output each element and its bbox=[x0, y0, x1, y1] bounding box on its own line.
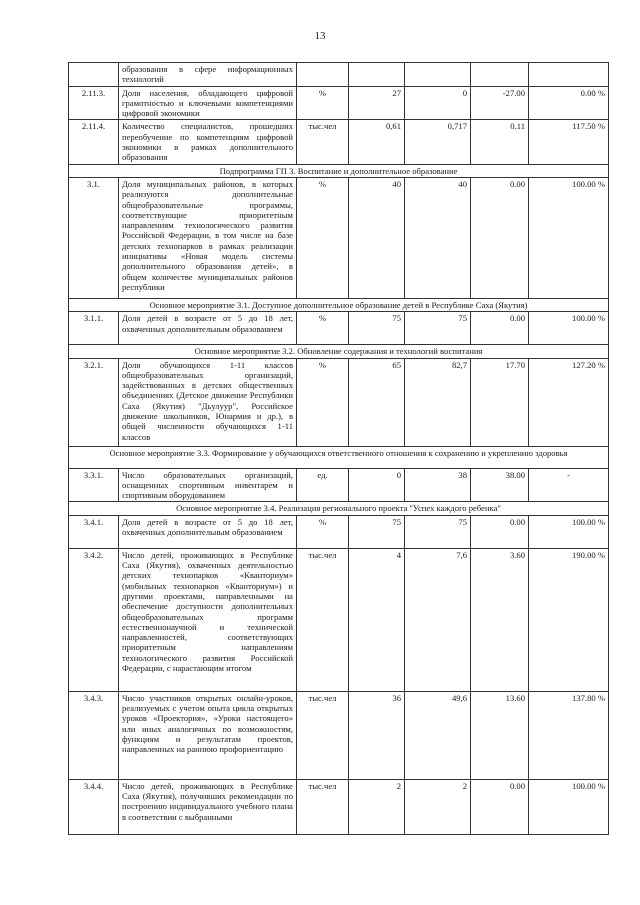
deviation-value: 0.00 bbox=[471, 779, 529, 834]
table-row bbox=[69, 86, 609, 120]
unit-of-measure: тыс.чел bbox=[297, 779, 349, 834]
indicator-code: 3.1. bbox=[69, 177, 119, 298]
table-row bbox=[69, 120, 609, 164]
actual-value: 75 bbox=[405, 312, 471, 345]
planned-value: 40 bbox=[349, 177, 405, 298]
indicator-name: Доля детей в возрасте от 5 до 18 лет, охваченных дополнительным образованием bbox=[119, 312, 297, 345]
indicator-code: 3.3.1. bbox=[69, 468, 119, 502]
deviation-value: -27.00 bbox=[471, 86, 529, 120]
page-number: 13 bbox=[314, 30, 326, 42]
achievement-percent: 0.00 % bbox=[529, 86, 609, 120]
table-row bbox=[69, 515, 609, 548]
planned-value: 65 bbox=[349, 358, 405, 446]
unit-of-measure: % bbox=[297, 177, 349, 298]
achievement-percent: 100.00 % bbox=[529, 312, 609, 345]
unit-of-measure: % bbox=[297, 358, 349, 446]
deviation-value: 13.60 bbox=[471, 691, 529, 779]
section-row bbox=[69, 502, 609, 515]
planned-value: 75 bbox=[349, 515, 405, 548]
achievement-percent: 100.00 % bbox=[529, 177, 609, 298]
achievement-percent: - bbox=[529, 468, 609, 502]
section-title: Основное мероприятие 3.3. Формирование у обучающихся ответственного отношения к сохранению и укреплению здоровья bbox=[69, 446, 609, 468]
unit-of-measure: % bbox=[297, 312, 349, 345]
planned-value: 0 bbox=[349, 468, 405, 502]
table-row bbox=[69, 548, 609, 691]
deviation-value: 0.00 bbox=[471, 177, 529, 298]
achievement-percent bbox=[529, 63, 609, 87]
indicator-name: Доля муниципальных районов, в которых реализуются дополнительные общеобразовательные программы, соответствующие приоритетным направлениям технологического развития Российской Федерации, в том числе на базе детских технопарков в рамках реализации инициативы «Новая модель системы дополнительного образования детей», в общем количестве муниципальных районов республики bbox=[119, 177, 297, 298]
indicator-name: Доля населения, обладающего цифровой грамотностью и ключевыми компетенциями цифровой экономики bbox=[119, 86, 297, 120]
indicator-code: 3.1.1. bbox=[69, 312, 119, 345]
section-row bbox=[69, 345, 609, 358]
actual-value: 82,7 bbox=[405, 358, 471, 446]
section-title: Основное мероприятие 3.4. Реализация регионального проекта "Успех каждого ребенка" bbox=[69, 502, 609, 515]
table-row bbox=[69, 691, 609, 779]
indicator-code: 3.4.4. bbox=[69, 779, 119, 834]
table-row bbox=[69, 63, 609, 87]
indicator-code: 3.2.1. bbox=[69, 358, 119, 446]
actual-value: 0 bbox=[405, 86, 471, 120]
indicator-name: Доля обучающихся 1-11 классов общеобразовательных организаций, задействованных в детских общественных объединениях (Детское движение Республики Саха (Якутия) "Дьулуур", Российское движение школьников, Юнармия и др.), в общей численности обучающихся 1-11 классов bbox=[119, 358, 297, 446]
actual-value: 40 bbox=[405, 177, 471, 298]
planned-value: 36 bbox=[349, 691, 405, 779]
planned-value bbox=[349, 63, 405, 87]
table-body bbox=[69, 63, 609, 835]
table-row bbox=[69, 177, 609, 298]
deviation-value: 17.70 bbox=[471, 358, 529, 446]
section-title: Подпрограмма ГП 3. Воспитание и дополнительное образование bbox=[69, 164, 609, 177]
actual-value: 0,717 bbox=[405, 120, 471, 164]
planned-value: 27 bbox=[349, 86, 405, 120]
achievement-percent: 100.00 % bbox=[529, 779, 609, 834]
indicator-code: 3.4.3. bbox=[69, 691, 119, 779]
indicator-code: 3.4.2. bbox=[69, 548, 119, 691]
indicator-name: Доля детей в возрасте от 5 до 18 лет, охваченных дополнительным образованием bbox=[119, 515, 297, 548]
indicator-code: 2.11.3. bbox=[69, 86, 119, 120]
section-row bbox=[69, 298, 609, 311]
deviation-value: 38.00 bbox=[471, 468, 529, 502]
actual-value: 38 bbox=[405, 468, 471, 502]
actual-value: 49,6 bbox=[405, 691, 471, 779]
indicator-name: Число детей, проживающих в Республике Саха (Якутия), охваченных деятельностью детских технопарков «Кванториум» (мобильных технопарков «Кванториум») и другими проектами, направленными на обеспечение доступности дополнительных общеобразовательных программ естественнонаучной и технической направленностей, соответствующих приоритетным направлениям технологического развития Российской Федерации, с нарастающим итогом bbox=[119, 548, 297, 691]
table-row bbox=[69, 312, 609, 345]
table-row bbox=[69, 358, 609, 446]
table-row bbox=[69, 779, 609, 834]
indicator-name: Число детей, проживающих в Республике Саха (Якутия), получивших рекомендации по построению индивидуального учебного плана в соответствии с выбранными bbox=[119, 779, 297, 834]
planned-value: 75 bbox=[349, 312, 405, 345]
achievement-percent: 190.00 % bbox=[529, 548, 609, 691]
actual-value bbox=[405, 63, 471, 87]
unit-of-measure: тыс.чел bbox=[297, 691, 349, 779]
achievement-percent: 117.50 % bbox=[529, 120, 609, 164]
deviation-value bbox=[471, 63, 529, 87]
unit-of-measure: ед. bbox=[297, 468, 349, 502]
indicator-name: Число участников открытых онлайн-уроков, реализуемых с учетом опыта цикла открытых уроков «Проектория», «Уроки настоящего» или иных аналогичных по возможностям, функциям и результатам проектов, направленных на раннюю профориентацию bbox=[119, 691, 297, 779]
indicator-code: 2.11.4. bbox=[69, 120, 119, 164]
indicators-table bbox=[68, 62, 609, 835]
achievement-percent: 100.00 % bbox=[529, 515, 609, 548]
section-title: Основное мероприятие 3.1. Доступное дополнительное образование детей в Республике Саха (Якутия) bbox=[69, 298, 609, 311]
unit-of-measure bbox=[297, 63, 349, 87]
section-title: Основное мероприятие 3.2. Обновление содержания и технологий воспитания bbox=[69, 345, 609, 358]
unit-of-measure: тыс.чел bbox=[297, 548, 349, 691]
unit-of-measure: % bbox=[297, 86, 349, 120]
deviation-value: 0.00 bbox=[471, 312, 529, 345]
table-row bbox=[69, 468, 609, 502]
actual-value: 7,6 bbox=[405, 548, 471, 691]
deviation-value: 0.00 bbox=[471, 515, 529, 548]
planned-value: 4 bbox=[349, 548, 405, 691]
actual-value: 2 bbox=[405, 779, 471, 834]
planned-value: 2 bbox=[349, 779, 405, 834]
indicator-name: Число образовательных организаций, оснащенных спортивным инвентарем и спортивным оборудованием bbox=[119, 468, 297, 502]
indicator-code: 3.4.1. bbox=[69, 515, 119, 548]
unit-of-measure: % bbox=[297, 515, 349, 548]
section-row bbox=[69, 164, 609, 177]
achievement-percent: 127.20 % bbox=[529, 358, 609, 446]
planned-value: 0,61 bbox=[349, 120, 405, 164]
actual-value: 75 bbox=[405, 515, 471, 548]
deviation-value: 0.11 bbox=[471, 120, 529, 164]
indicator-name: образования в сфере информационных технологий bbox=[119, 63, 297, 87]
indicator-code bbox=[69, 63, 119, 87]
unit-of-measure: тыс.чел bbox=[297, 120, 349, 164]
indicator-name: Количество специалистов, прошедших переобучение по компетенциям цифровой экономики в рамках дополнительного образования bbox=[119, 120, 297, 164]
achievement-percent: 137.80 % bbox=[529, 691, 609, 779]
deviation-value: 3.60 bbox=[471, 548, 529, 691]
section-row bbox=[69, 446, 609, 468]
